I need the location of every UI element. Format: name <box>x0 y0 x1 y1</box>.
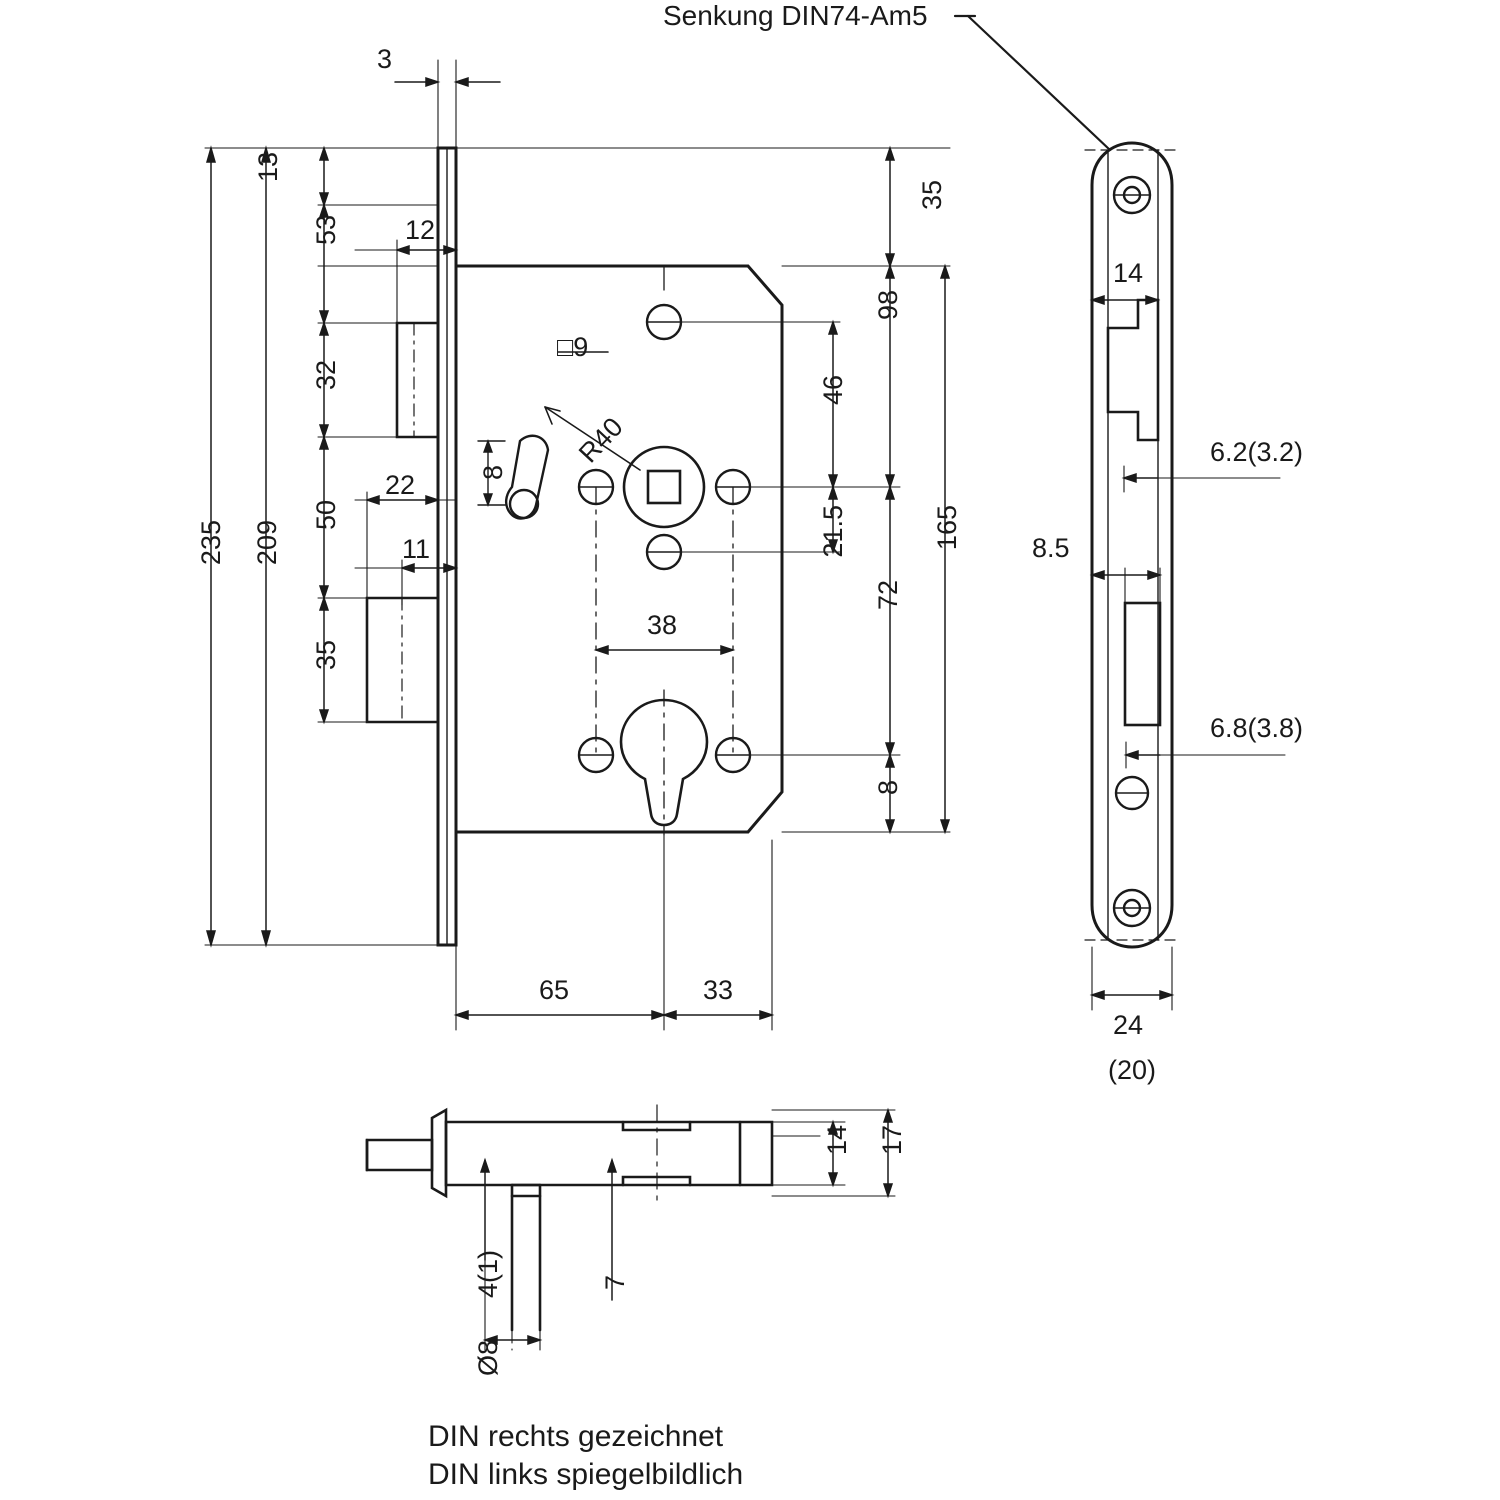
label-senkung: Senkung DIN74-Am5 <box>663 0 928 31</box>
label-dim-22: 22 <box>385 470 416 500</box>
label-dim-32: 32 <box>311 360 341 391</box>
label-dim-dia8: Ø8 <box>473 1340 503 1377</box>
faceplate-bolt-opening <box>1125 603 1160 725</box>
dim-33 <box>664 1011 772 1019</box>
dim-72 <box>886 487 894 755</box>
label-dim-6-8: 6.8(3.8) <box>1210 713 1304 743</box>
label-dim-12: 12 <box>405 215 436 245</box>
dim-35-top <box>886 148 894 266</box>
label-dim-7: 7 <box>600 1275 630 1291</box>
label-dim-21-5: 21.5 <box>818 505 848 558</box>
label-dim-53: 53 <box>311 215 341 246</box>
label-dim-165: 165 <box>932 505 962 551</box>
label-dim-8-slot: 8 <box>478 465 508 481</box>
dim-24 <box>1092 947 1172 1010</box>
label-dim-3: 3 <box>377 44 393 74</box>
label-dim-8-5: 8.5 <box>1032 533 1070 563</box>
label-dim-98: 98 <box>873 290 903 321</box>
label-dim-14-side: 14 <box>1113 258 1144 288</box>
follower-hole <box>624 447 704 527</box>
label-dim-4-1: 4(1) <box>473 1250 503 1299</box>
label-dim-35-left: 35 <box>311 640 341 671</box>
section-body <box>367 1110 845 1330</box>
lock-case-outline <box>456 266 782 832</box>
dead-bolt <box>367 598 438 722</box>
dim-65 <box>456 1011 664 1019</box>
label-square-9: □9 <box>557 332 589 362</box>
faceplate-screws <box>1114 177 1150 926</box>
label-dim-33: 33 <box>703 975 734 1005</box>
label-dim-14-section: 14 <box>822 1125 852 1156</box>
label-dim-50: 50 <box>311 500 341 531</box>
label-dim-46: 46 <box>818 375 848 406</box>
label-dim-235: 235 <box>196 520 226 566</box>
center-lines <box>596 266 733 835</box>
faceplate-latch-opening <box>1108 300 1158 440</box>
dim-4-1 <box>481 1160 489 1260</box>
latch-bolt <box>397 323 438 437</box>
label-r40: R40 <box>573 411 629 469</box>
dim-6-2 <box>1124 466 1280 492</box>
label-dim-209: 209 <box>252 520 282 566</box>
label-dim-17: 17 <box>877 1125 907 1156</box>
label-dim-72: 72 <box>873 580 903 611</box>
label-dim-65: 65 <box>539 975 570 1005</box>
label-dim-6-2: 6.2(3.2) <box>1210 437 1304 467</box>
footnote-din-links: DIN links spiegelbildlich <box>428 1458 744 1491</box>
leader-senkung <box>955 16 1110 150</box>
label-dim-11: 11 <box>402 534 431 564</box>
footnote-din-rechts: DIN rechts gezeichnet <box>428 1420 724 1453</box>
dim-38 <box>596 646 733 654</box>
label-dim-13: 13 <box>253 152 283 183</box>
label-dim-35-top: 35 <box>917 180 947 211</box>
dim-6-8 <box>1126 742 1285 768</box>
label-dim-8-bottom: 8 <box>873 780 903 796</box>
dim-3 <box>395 60 500 150</box>
label-dim-24: 24 <box>1113 1010 1144 1040</box>
oblong-slot <box>506 436 548 519</box>
label-dim-38: 38 <box>647 610 678 640</box>
label-dim-20: (20) <box>1108 1055 1157 1085</box>
